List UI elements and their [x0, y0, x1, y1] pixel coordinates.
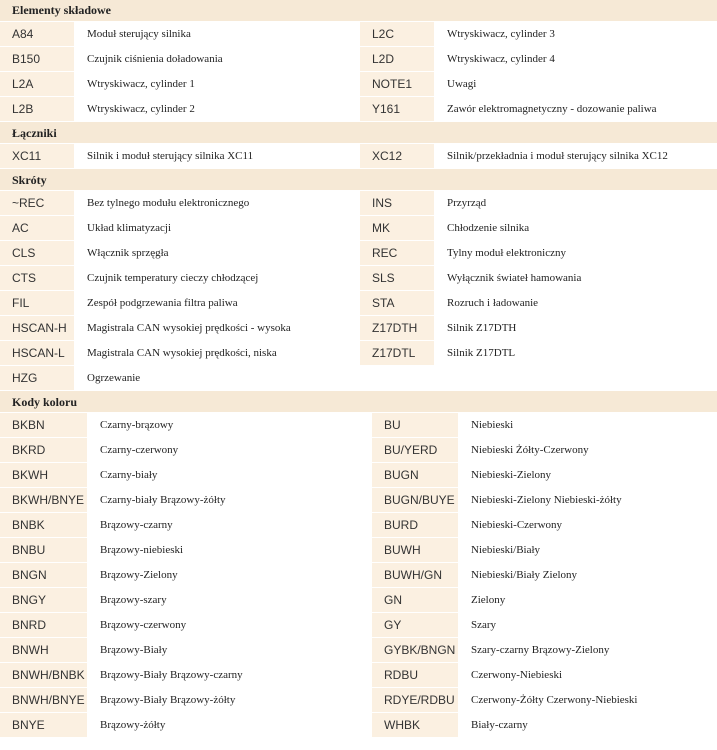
description-cell: Brązowy-Zielony — [88, 563, 372, 587]
code-cell: BNBU — [0, 538, 88, 562]
code-cell: BKWH/BNYE — [0, 488, 88, 512]
table-row — [0, 365, 717, 390]
description-cell: Włącznik sprzęgła — [75, 241, 360, 265]
table-row — [0, 712, 717, 737]
table-row — [0, 290, 717, 315]
code-cell: NOTE1 — [360, 72, 435, 96]
description-cell: Magistrala CAN wysokiej prędkości, niska — [75, 341, 360, 365]
section-title: Elementy składowe — [0, 0, 717, 21]
section-abbreviations — [0, 168, 717, 390]
description-cell: Zielony — [459, 588, 717, 612]
description-cell: Niebieski-Zielony — [459, 463, 717, 487]
code-cell: B150 — [0, 47, 75, 71]
table-row — [0, 315, 717, 340]
code-cell: BKWH — [0, 463, 88, 487]
description-cell: Szary-czarny Brązowy-Zielony — [459, 638, 717, 662]
description-cell: Wtryskiwacz, cylinder 4 — [435, 47, 717, 71]
table-row — [0, 687, 717, 712]
code-cell: XC11 — [0, 144, 75, 168]
code-cell: Z17DTH — [360, 316, 435, 340]
description-cell: Czerwony-Żółty Czerwony-Niebieski — [459, 688, 717, 712]
code-cell: Z17DTL — [360, 341, 435, 365]
code-cell: BUGN — [372, 463, 459, 487]
section-color-codes — [0, 390, 717, 737]
code-cell: A84 — [0, 22, 75, 46]
code-cell: L2C — [360, 22, 435, 46]
table-row — [0, 487, 717, 512]
code-cell: GY — [372, 613, 459, 637]
description-cell: Niebieski-Czerwony — [459, 513, 717, 537]
table-row — [0, 21, 717, 46]
section-connectors — [0, 121, 717, 168]
description-cell: Brązowy-żółty — [88, 713, 372, 737]
code-cell: SLS — [360, 266, 435, 290]
code-cell: BNGY — [0, 588, 88, 612]
table-row — [0, 71, 717, 96]
description-cell: Bez tylnego modułu elektronicznego — [75, 191, 360, 215]
description-cell: Czarny-biały Brązowy-żółty — [88, 488, 372, 512]
description-cell: Chłodzenie silnika — [435, 216, 717, 240]
description-cell: Brązowy-Biały Brązowy-czarny — [88, 663, 372, 687]
table-row — [0, 587, 717, 612]
code-cell: INS — [360, 191, 435, 215]
code-cell: BNWH — [0, 638, 88, 662]
description-cell: Silnik/przekładnia i moduł sterujący silnika XC12 — [435, 144, 717, 168]
description-cell: Przyrząd — [435, 191, 717, 215]
table-row — [0, 96, 717, 121]
code-cell: RDBU — [372, 663, 459, 687]
code-cell: HZG — [0, 366, 75, 390]
description-cell: Brązowy-Biały — [88, 638, 372, 662]
description-cell: Niebieski Żółty-Czerwony — [459, 438, 717, 462]
table-row — [0, 512, 717, 537]
table-row — [0, 190, 717, 215]
table-row — [0, 612, 717, 637]
description-cell: Uwagi — [435, 72, 717, 96]
table-row — [0, 412, 717, 437]
table-row — [0, 637, 717, 662]
code-cell: HSCAN-H — [0, 316, 75, 340]
description-cell: Wtryskiwacz, cylinder 3 — [435, 22, 717, 46]
code-cell: BURD — [372, 513, 459, 537]
code-cell: CLS — [0, 241, 75, 265]
code-cell: WHBK — [372, 713, 459, 737]
table-row — [0, 265, 717, 290]
table-row — [0, 462, 717, 487]
description-cell: Niebieski-Zielony Niebieski-żółty — [459, 488, 717, 512]
description-cell: Brązowy-czarny — [88, 513, 372, 537]
code-cell: XC12 — [360, 144, 435, 168]
description-cell: Ogrzewanie — [75, 366, 360, 390]
code-cell: FIL — [0, 291, 75, 315]
table-row — [0, 143, 717, 168]
section-title: Łączniki — [0, 121, 717, 143]
code-cell: BNYE — [0, 713, 88, 737]
code-cell: GYBK/BNGN — [372, 638, 459, 662]
description-cell: Szary — [459, 613, 717, 637]
code-cell: BU/YERD — [372, 438, 459, 462]
code-cell: AC — [0, 216, 75, 240]
code-cell: Y161 — [360, 97, 435, 121]
table-row — [0, 240, 717, 265]
code-cell: BU — [372, 413, 459, 437]
description-cell: Wtryskiwacz, cylinder 2 — [75, 97, 360, 121]
description-cell: Biały-czarny — [459, 713, 717, 737]
description-cell: Niebieski — [459, 413, 717, 437]
table-row — [0, 562, 717, 587]
description-cell: Czarny-czerwony — [88, 438, 372, 462]
section-title: Kody koloru — [0, 390, 717, 412]
code-cell: BNWH/BNYE — [0, 688, 88, 712]
description-cell: Moduł sterujący silnika — [75, 22, 360, 46]
description-cell: Czerwony-Niebieski — [459, 663, 717, 687]
code-cell: ~REC — [0, 191, 75, 215]
table-row — [0, 437, 717, 462]
code-cell: BNBK — [0, 513, 88, 537]
code-cell: BNRD — [0, 613, 88, 637]
description-cell: Silnik i moduł sterujący silnika XC11 — [75, 144, 360, 168]
section-components — [0, 0, 717, 121]
empty-cell — [435, 366, 717, 390]
code-cell: BKRD — [0, 438, 88, 462]
description-cell: Tylny moduł elektroniczny — [435, 241, 717, 265]
description-cell: Czarny-biały — [88, 463, 372, 487]
code-cell: STA — [360, 291, 435, 315]
code-cell: BNWH/BNBK — [0, 663, 88, 687]
code-cell: REC — [360, 241, 435, 265]
code-cell: L2A — [0, 72, 75, 96]
code-cell: BNGN — [0, 563, 88, 587]
description-cell: Magistrala CAN wysokiej prędkości - wysoka — [75, 316, 360, 340]
code-cell: CTS — [0, 266, 75, 290]
description-cell: Niebieski/Biały — [459, 538, 717, 562]
table-row — [0, 215, 717, 240]
description-cell: Rozruch i ładowanie — [435, 291, 717, 315]
code-cell: L2D — [360, 47, 435, 71]
code-cell: GN — [372, 588, 459, 612]
table-row — [0, 537, 717, 562]
description-cell: Niebieski/Biały Zielony — [459, 563, 717, 587]
code-cell: BUWH — [372, 538, 459, 562]
description-cell: Wyłącznik świateł hamowania — [435, 266, 717, 290]
empty-cell — [360, 366, 435, 390]
description-cell: Układ klimatyzacji — [75, 216, 360, 240]
description-cell: Wtryskiwacz, cylinder 1 — [75, 72, 360, 96]
code-cell: BUGN/BUYE — [372, 488, 459, 512]
description-cell: Brązowy-czerwony — [88, 613, 372, 637]
table-row — [0, 46, 717, 71]
table-row — [0, 662, 717, 687]
description-cell: Silnik Z17DTH — [435, 316, 717, 340]
code-cell: RDYE/RDBU — [372, 688, 459, 712]
description-cell: Brązowy-niebieski — [88, 538, 372, 562]
section-title: Skróty — [0, 168, 717, 190]
description-cell: Silnik Z17DTL — [435, 341, 717, 365]
description-cell: Czujnik ciśnienia doładowania — [75, 47, 360, 71]
code-cell: BKBN — [0, 413, 88, 437]
description-cell: Czarny-brązowy — [88, 413, 372, 437]
description-cell: Zespół podgrzewania filtra paliwa — [75, 291, 360, 315]
table-row — [0, 340, 717, 365]
code-cell: HSCAN-L — [0, 341, 75, 365]
description-cell: Brązowy-Biały Brązowy-żółty — [88, 688, 372, 712]
description-cell: Brązowy-szary — [88, 588, 372, 612]
code-cell: BUWH/GN — [372, 563, 459, 587]
description-cell: Zawór elektromagnetyczny - dozowanie paliwa — [435, 97, 717, 121]
description-cell: Czujnik temperatury cieczy chłodzącej — [75, 266, 360, 290]
code-cell: MK — [360, 216, 435, 240]
code-cell: L2B — [0, 97, 75, 121]
